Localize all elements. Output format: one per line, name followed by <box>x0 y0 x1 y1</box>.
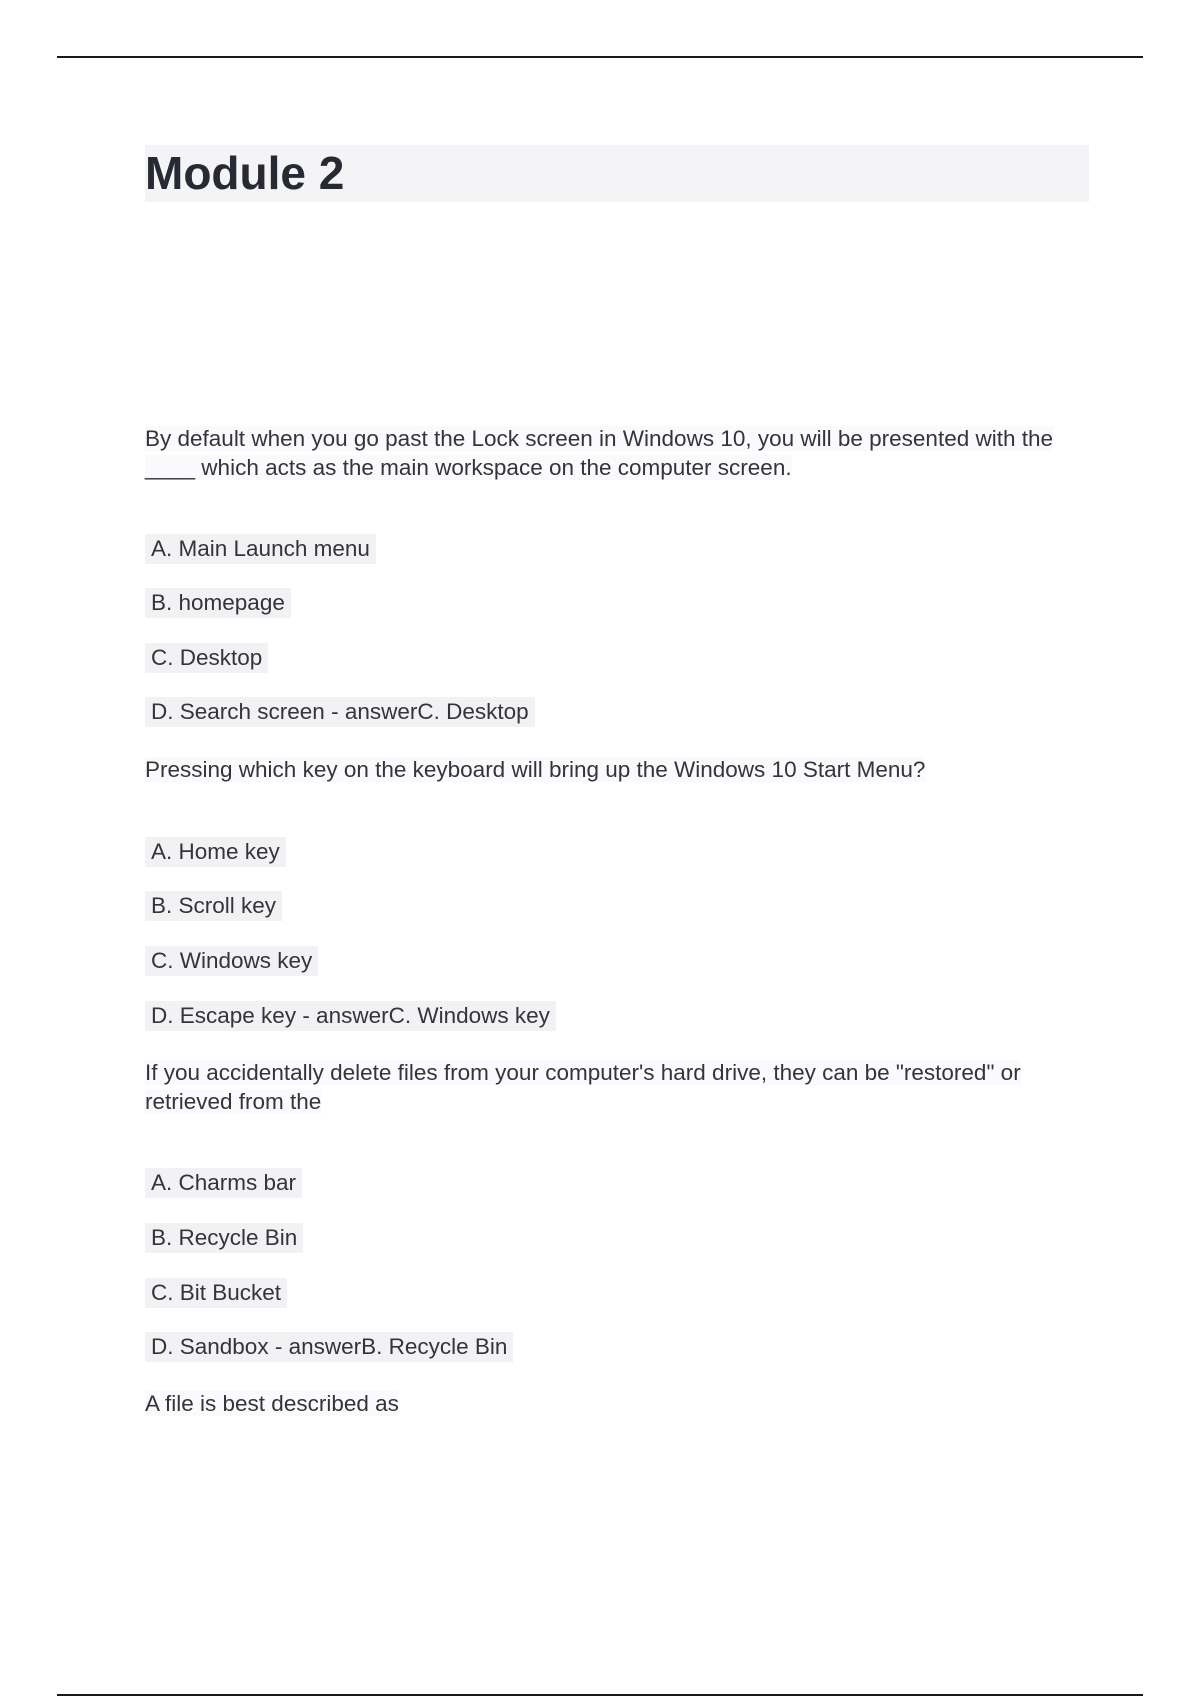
page-title: Module 2 <box>145 147 345 199</box>
question-text: Pressing which key on the keyboard will bring up the Windows 10 Start Menu? <box>145 757 926 782</box>
option-item: C. Desktop <box>145 643 268 673</box>
option-item: B. homepage <box>145 588 291 618</box>
option-item: D. Escape key - answerC. Windows key <box>145 1001 556 1031</box>
option-item: D. Sandbox - answerB. Recycle Bin <box>145 1332 513 1362</box>
question-4 <box>145 1389 1089 1418</box>
question-3 <box>145 1058 1089 1116</box>
option-item: C. Bit Bucket <box>145 1278 287 1308</box>
footer-rule <box>57 1694 1143 1696</box>
option-item: A. Home key <box>145 837 286 867</box>
option-item: C. Windows key <box>145 946 318 976</box>
option-item: D. Search screen - answerC. Desktop <box>145 697 535 727</box>
question-2 <box>145 755 1089 784</box>
option-item: B. Recycle Bin <box>145 1223 303 1253</box>
question-text: A file is best described as <box>145 1391 399 1416</box>
question-text: If you accidentally delete files from your computer's hard drive, they can be "restored" or retrieved from the <box>145 1060 1021 1114</box>
question-text: By default when you go past the Lock screen in Windows 10, you will be presented with the ____ which acts as the main workspace on the computer screen. <box>145 426 1054 480</box>
option-item: A. Main Launch menu <box>145 534 376 564</box>
option-item: B. Scroll key <box>145 891 282 921</box>
question-1 <box>145 424 1089 482</box>
header-rule <box>57 56 1143 58</box>
option-item: A. Charms bar <box>145 1168 302 1198</box>
